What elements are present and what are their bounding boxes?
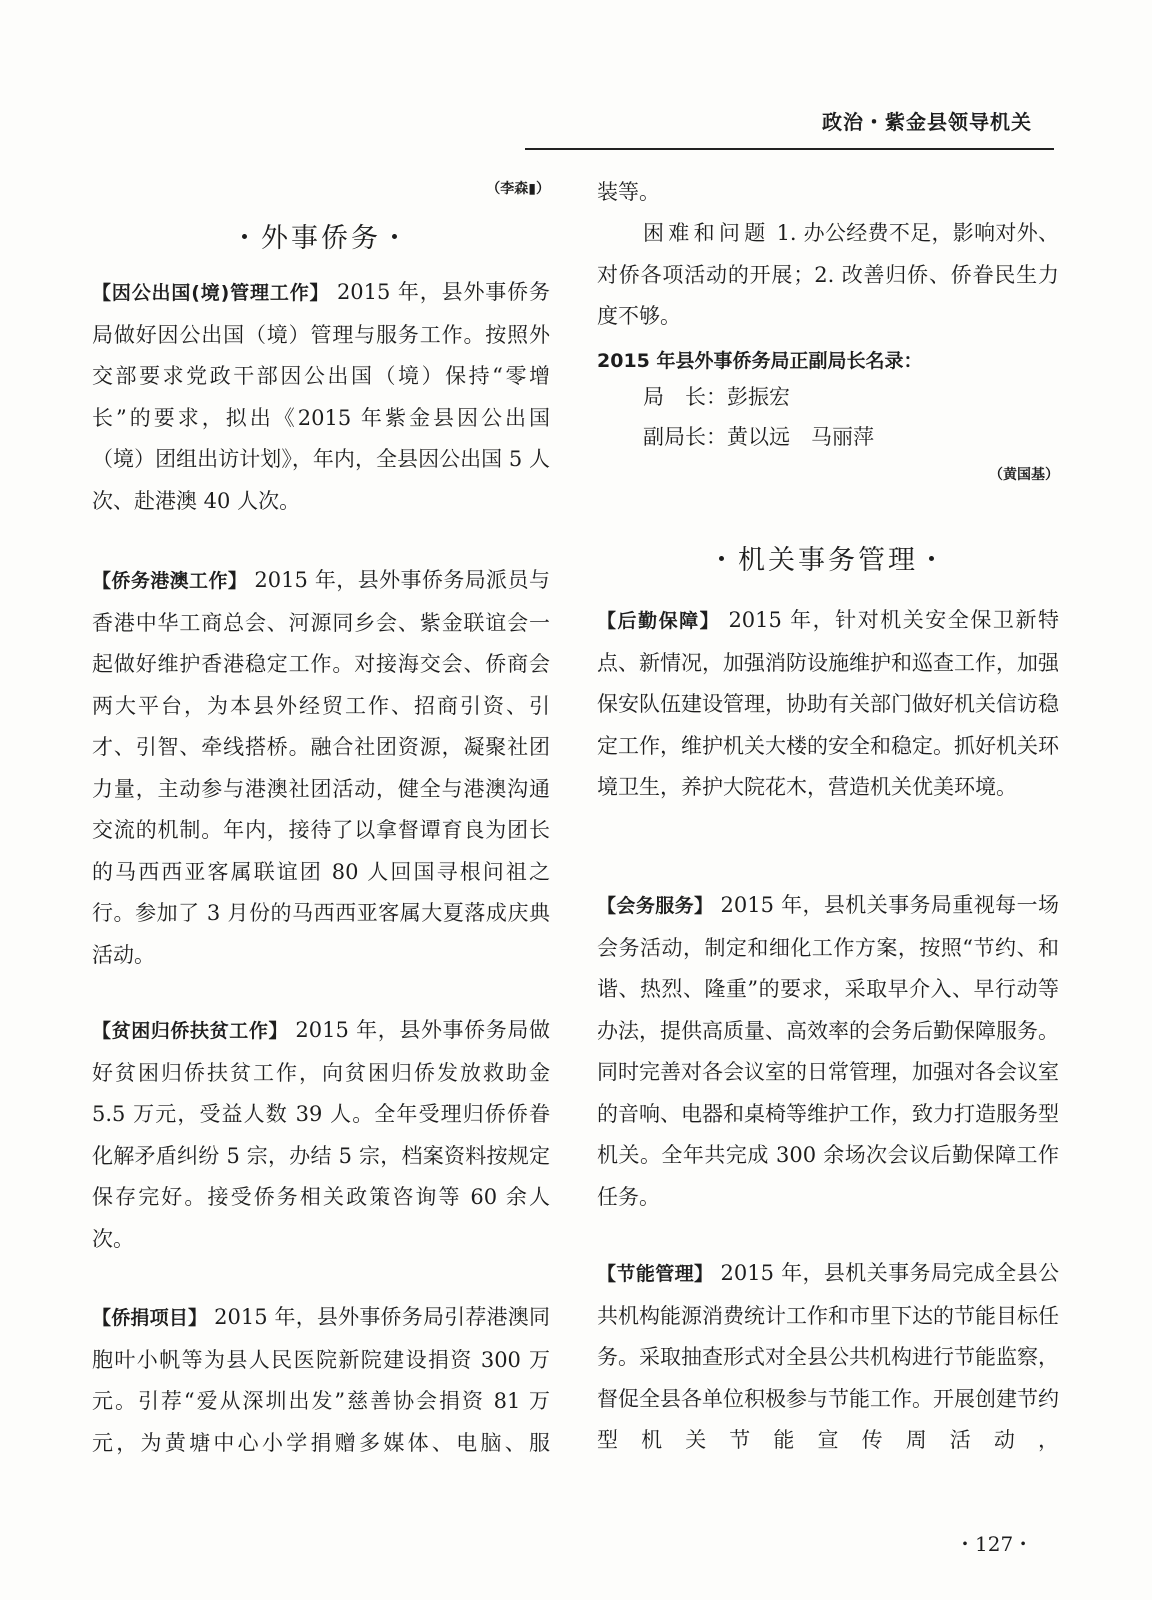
entry-tag: 【贫困归侨扶贫工作】 bbox=[92, 1020, 289, 1042]
problems-label: 困难和问题 bbox=[643, 221, 770, 245]
page-number: ・127・ bbox=[955, 1532, 1034, 1556]
entry-text: 2015 年，县机关事务局重视每一场会务活动，制定和细化工作方案，按照“节约、和谐、热烈、隆重”的要求，采取早介入、早行动等办法，提供高质量、高效率的会务后勤保障服务。同时完善对各会议室的日常管理，加强对各会议室的音响、电器和桌椅等维护工作，致力打造服务型机关。全年共完成 300 余场次会议后勤保障工作任务。 bbox=[597, 893, 1059, 1209]
entry-tag: 【后勤保障】 bbox=[597, 610, 721, 632]
running-header: 政治・紫金县领导机关 bbox=[822, 110, 1032, 134]
prev-author: （李森▮） bbox=[486, 181, 550, 197]
roster-heading: 2015 年县外事侨务局正副局长名录： bbox=[597, 350, 923, 372]
roster-names: 黄以远 马丽萍 bbox=[727, 425, 874, 449]
entry-tag: 【侨务港澳工作】 bbox=[92, 570, 248, 592]
header-rule bbox=[525, 148, 1054, 150]
continuation-text: 装等。 bbox=[597, 180, 660, 204]
entry-tag: 【因公出国(境)管理工作】 bbox=[92, 282, 330, 304]
roster-label: 副局长： bbox=[643, 425, 727, 449]
section-title-admin-affairs: ・机关事务管理・ bbox=[708, 545, 948, 576]
roster-names: 彭振宏 bbox=[727, 385, 790, 409]
section-author: （黄国基） bbox=[989, 467, 1059, 483]
entry-logistics bbox=[597, 600, 1059, 809]
entry-overseas-chinese-hk-macau bbox=[92, 560, 550, 976]
entry-tag: 【节能管理】 bbox=[597, 1263, 714, 1285]
entry-official-travel bbox=[92, 272, 550, 522]
entry-poverty-relief bbox=[92, 1010, 550, 1260]
entry-tag: 【会务服务】 bbox=[597, 895, 714, 917]
roster-label: 局 长： bbox=[643, 385, 727, 409]
section-title-foreign-affairs: ・外事侨务・ bbox=[231, 223, 411, 254]
entry-text: 2015 年，县机关事务局完成全县公共机构能源消费统计工作和市里下达的节能目标任务。采取抽查形式对全县公共机构进行节能监察，督促全县各单位积极参与节能工作。开展创建节约型机关节能宣传周活动， bbox=[597, 1261, 1059, 1452]
entry-energy-management bbox=[597, 1253, 1059, 1462]
entry-text: 2015 年，县外事侨务局做好贫困归侨扶贫工作，向贫困归侨发放救助金 5.5 万元，受益人数 39 人。全年受理归侨侨眷化解矛盾纠纷 5 宗，办结 5 宗，档案资料按规定保存完好。接受侨务相关政策咨询等 60 余人次。 bbox=[92, 1018, 550, 1251]
entry-donation-projects bbox=[92, 1297, 550, 1464]
entry-text: 2015 年，县外事侨务局派员与香港中华工商总会、河源同乡会、紫金联谊会一起做好维护香港稳定工作。对接海交会、侨商会两大平台，为本县外经贸工作、招商引资、引才、引智、牵线搭桥。融合社团资源，凝聚社团力量，主动参与港澳社团活动，健全与港澳沟通交流的机制。年内，接待了以拿督谭育良为团长的马西西亚客属联谊团 80 人回国寻根问祖之行。参加了 3 月份的马西西亚客属大夏落成庆典活动。 bbox=[92, 568, 550, 967]
entry-tag: 【侨捐项目】 bbox=[92, 1307, 208, 1329]
entry-meeting-services bbox=[597, 885, 1059, 1218]
entry-text: 2015 年，针对机关安全保卫新特点、新情况，加强消防设施维护和巡查工作，加强保安队伍建设管理，协助有关部门做好机关信访稳定工作，维护机关大楼的安全和稳定。抓好机关环境卫生，养护大院花木，营造机关优美环境。 bbox=[597, 608, 1059, 799]
roster-row-director bbox=[643, 381, 790, 411]
entry-text: 2015 年，县外事侨务局做好因公出国（境）管理与服务工作。按照外交部要求党政干部因公出国（境）保持“零增长”的要求，拟出《2015 年紫金县因公出国（境）团组出访计划》，年内，全县因公出国 5 人次、赴港澳 40 人次。 bbox=[92, 280, 550, 513]
roster-row-deputy bbox=[643, 421, 874, 451]
problems-text: 1. 办公经费不足，影响对外、对侨各项活动的开展；2. 改善归侨、侨眷民生力度不够。 bbox=[597, 221, 1060, 328]
problems-paragraph bbox=[597, 213, 1059, 338]
entry-text: 2015 年，县外事侨务局引荐港澳同胞叶小帆等为县人民医院新院建设捐资 300 万元。引荐“爱从深圳出发”慈善协会捐资 81 万元，为黄塘中心小学捐赠多媒体、电脑、服 bbox=[92, 1305, 550, 1455]
